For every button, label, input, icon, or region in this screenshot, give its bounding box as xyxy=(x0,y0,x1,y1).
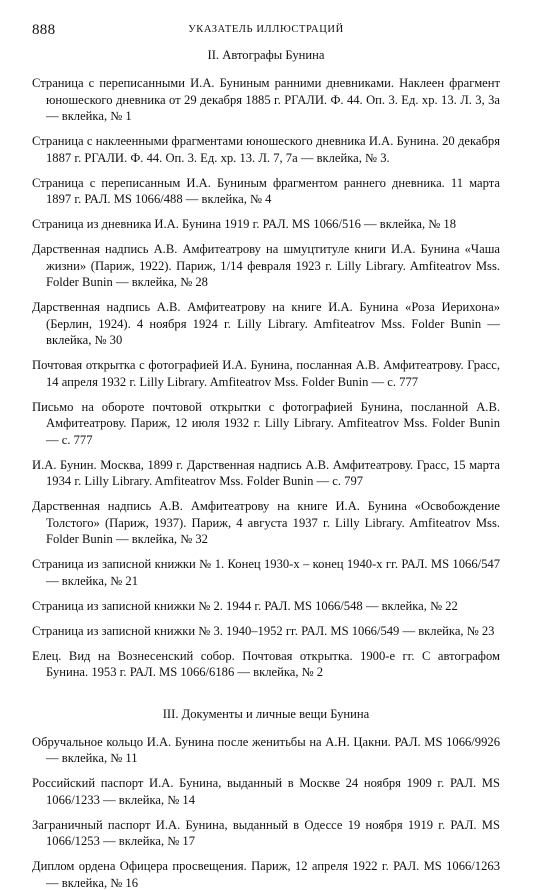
index-entry: Почтовая открытка с фотографией И.А. Бунина, посланная А.В. Амфитеатрову. Грасс, 14 апреля 1932 г. Lilly Library. Amfiteatrov Mss. Folder Bunin — с. 777 xyxy=(32,357,500,390)
running-head xyxy=(32,22,500,40)
page-number: 888 xyxy=(32,22,55,39)
index-entry: Дарственная надпись А.В. Амфитеатрову на книге И.А. Бунина «Роза Иерихона» (Берлин, 1924). 4 ноября 1924 г. Lilly Library. Amfiteatrov Mss. Folder Bunin — вклейка, № 30 xyxy=(32,299,500,349)
index-entry: Заграничный паспорт И.А. Бунина, выданный в Одессе 19 ноября 1919 г. РАЛ. MS 1066/1253 — вклейка, № 17 xyxy=(32,817,500,850)
running-title: УКАЗАТЕЛЬ ИЛЛЮСТРАЦИЙ xyxy=(32,24,500,35)
index-entry: Дарственная надпись А.В. Амфитеатрову на книге И.А. Бунина «Освобождение Толстого» (Париж, 1937). Париж, 4 августа 1937 г. Lilly Library. Amfiteatrov Mss. Folder Bunin — вклейка, № 32 xyxy=(32,498,500,548)
index-entry: Диплом ордена Офицера просвещения. Париж, 12 апреля 1922 г. РАЛ. MS 1066/1263 — вклейка, № 16 xyxy=(32,858,500,891)
index-entry: Письмо на обороте почтовой открытки с фотографией Бунина, посланной А.В. Амфитеатрову. Париж, 12 июля 1932 г. Lilly Library. Amfiteatrov Mss. Folder Bunin — с. 777 xyxy=(32,399,500,449)
index-entry: И.А. Бунин. Москва, 1899 г. Дарственная надпись А.В. Амфитеатрову. Грасс, 15 марта 1934 г. Lilly Library. Amfiteatrov Mss. Folder Bunin — с. 797 xyxy=(32,457,500,490)
index-entry: Страница из дневника И.А. Бунина 1919 г. РАЛ. MS 1066/516 — вклейка, № 18 xyxy=(32,216,500,233)
index-entry: Страница с переписанными И.А. Буниным ранними дневниками. Наклеен фрагмент юношеского дневника от 29 декабря 1885 г. РГАЛИ. Ф. 44. Оп. 3. Ед. хр. 13. Л. 3, 3а — вклейка, № 1 xyxy=(32,75,500,125)
index-entry: Страница из записной книжки № 1. Конец 1930-х – конец 1940-х гг. РАЛ. MS 1066/547 — вклейка, № 21 xyxy=(32,556,500,589)
index-entry: Российский паспорт И.А. Бунина, выданный в Москве 24 ноября 1909 г. РАЛ. MS 1066/1233 — вклейка, № 14 xyxy=(32,775,500,808)
index-entry: Страница с переписанным И.А. Буниным фрагментом раннего дневника. 11 марта 1897 г. РАЛ. MS 1066/488 — вклейка, № 4 xyxy=(32,175,500,208)
index-entry: Дарственная надпись А.В. Амфитеатрову на шмуцтитуле книги И.А. Бунина «Чаша жизни» (Париж, 1922). Париж, 1/14 февраля 1923 г. Lilly Library. Amfiteatrov Mss. Folder Bunin — вклейка, № 28 xyxy=(32,241,500,291)
section-heading: II. Автографы Бунина xyxy=(32,48,500,63)
index-entry: Страница из записной книжки № 3. 1940–1952 гг. РАЛ. MS 1066/549 — вклейка, № 23 xyxy=(32,623,500,640)
index-entry: Страница из записной книжки № 2. 1944 г. РАЛ. MS 1066/548 — вклейка, № 22 xyxy=(32,598,500,615)
index-entry: Обручальное кольцо И.А. Бунина после женитьбы на А.Н. Цакни. РАЛ. MS 1066/9926 — вклейка, № 11 xyxy=(32,734,500,767)
section-documents xyxy=(32,707,500,891)
section-autographs xyxy=(32,48,500,681)
section-heading: III. Документы и личные вещи Бунина xyxy=(32,707,500,722)
index-entry: Елец. Вид на Вознесенский собор. Почтовая открытка. 1900-е гг. С автографом Бунина. 1953 г. РАЛ. MS 1066/6186 — вклейка, № 2 xyxy=(32,648,500,681)
index-entry: Страница с наклеенными фрагментами юношеского дневника И.А. Бунина. 20 декабря 1887 г. РГАЛИ. Ф. 44. Оп. 3. Ед. хр. 13. Л. 7, 7а — вклейка, № 3. xyxy=(32,133,500,166)
